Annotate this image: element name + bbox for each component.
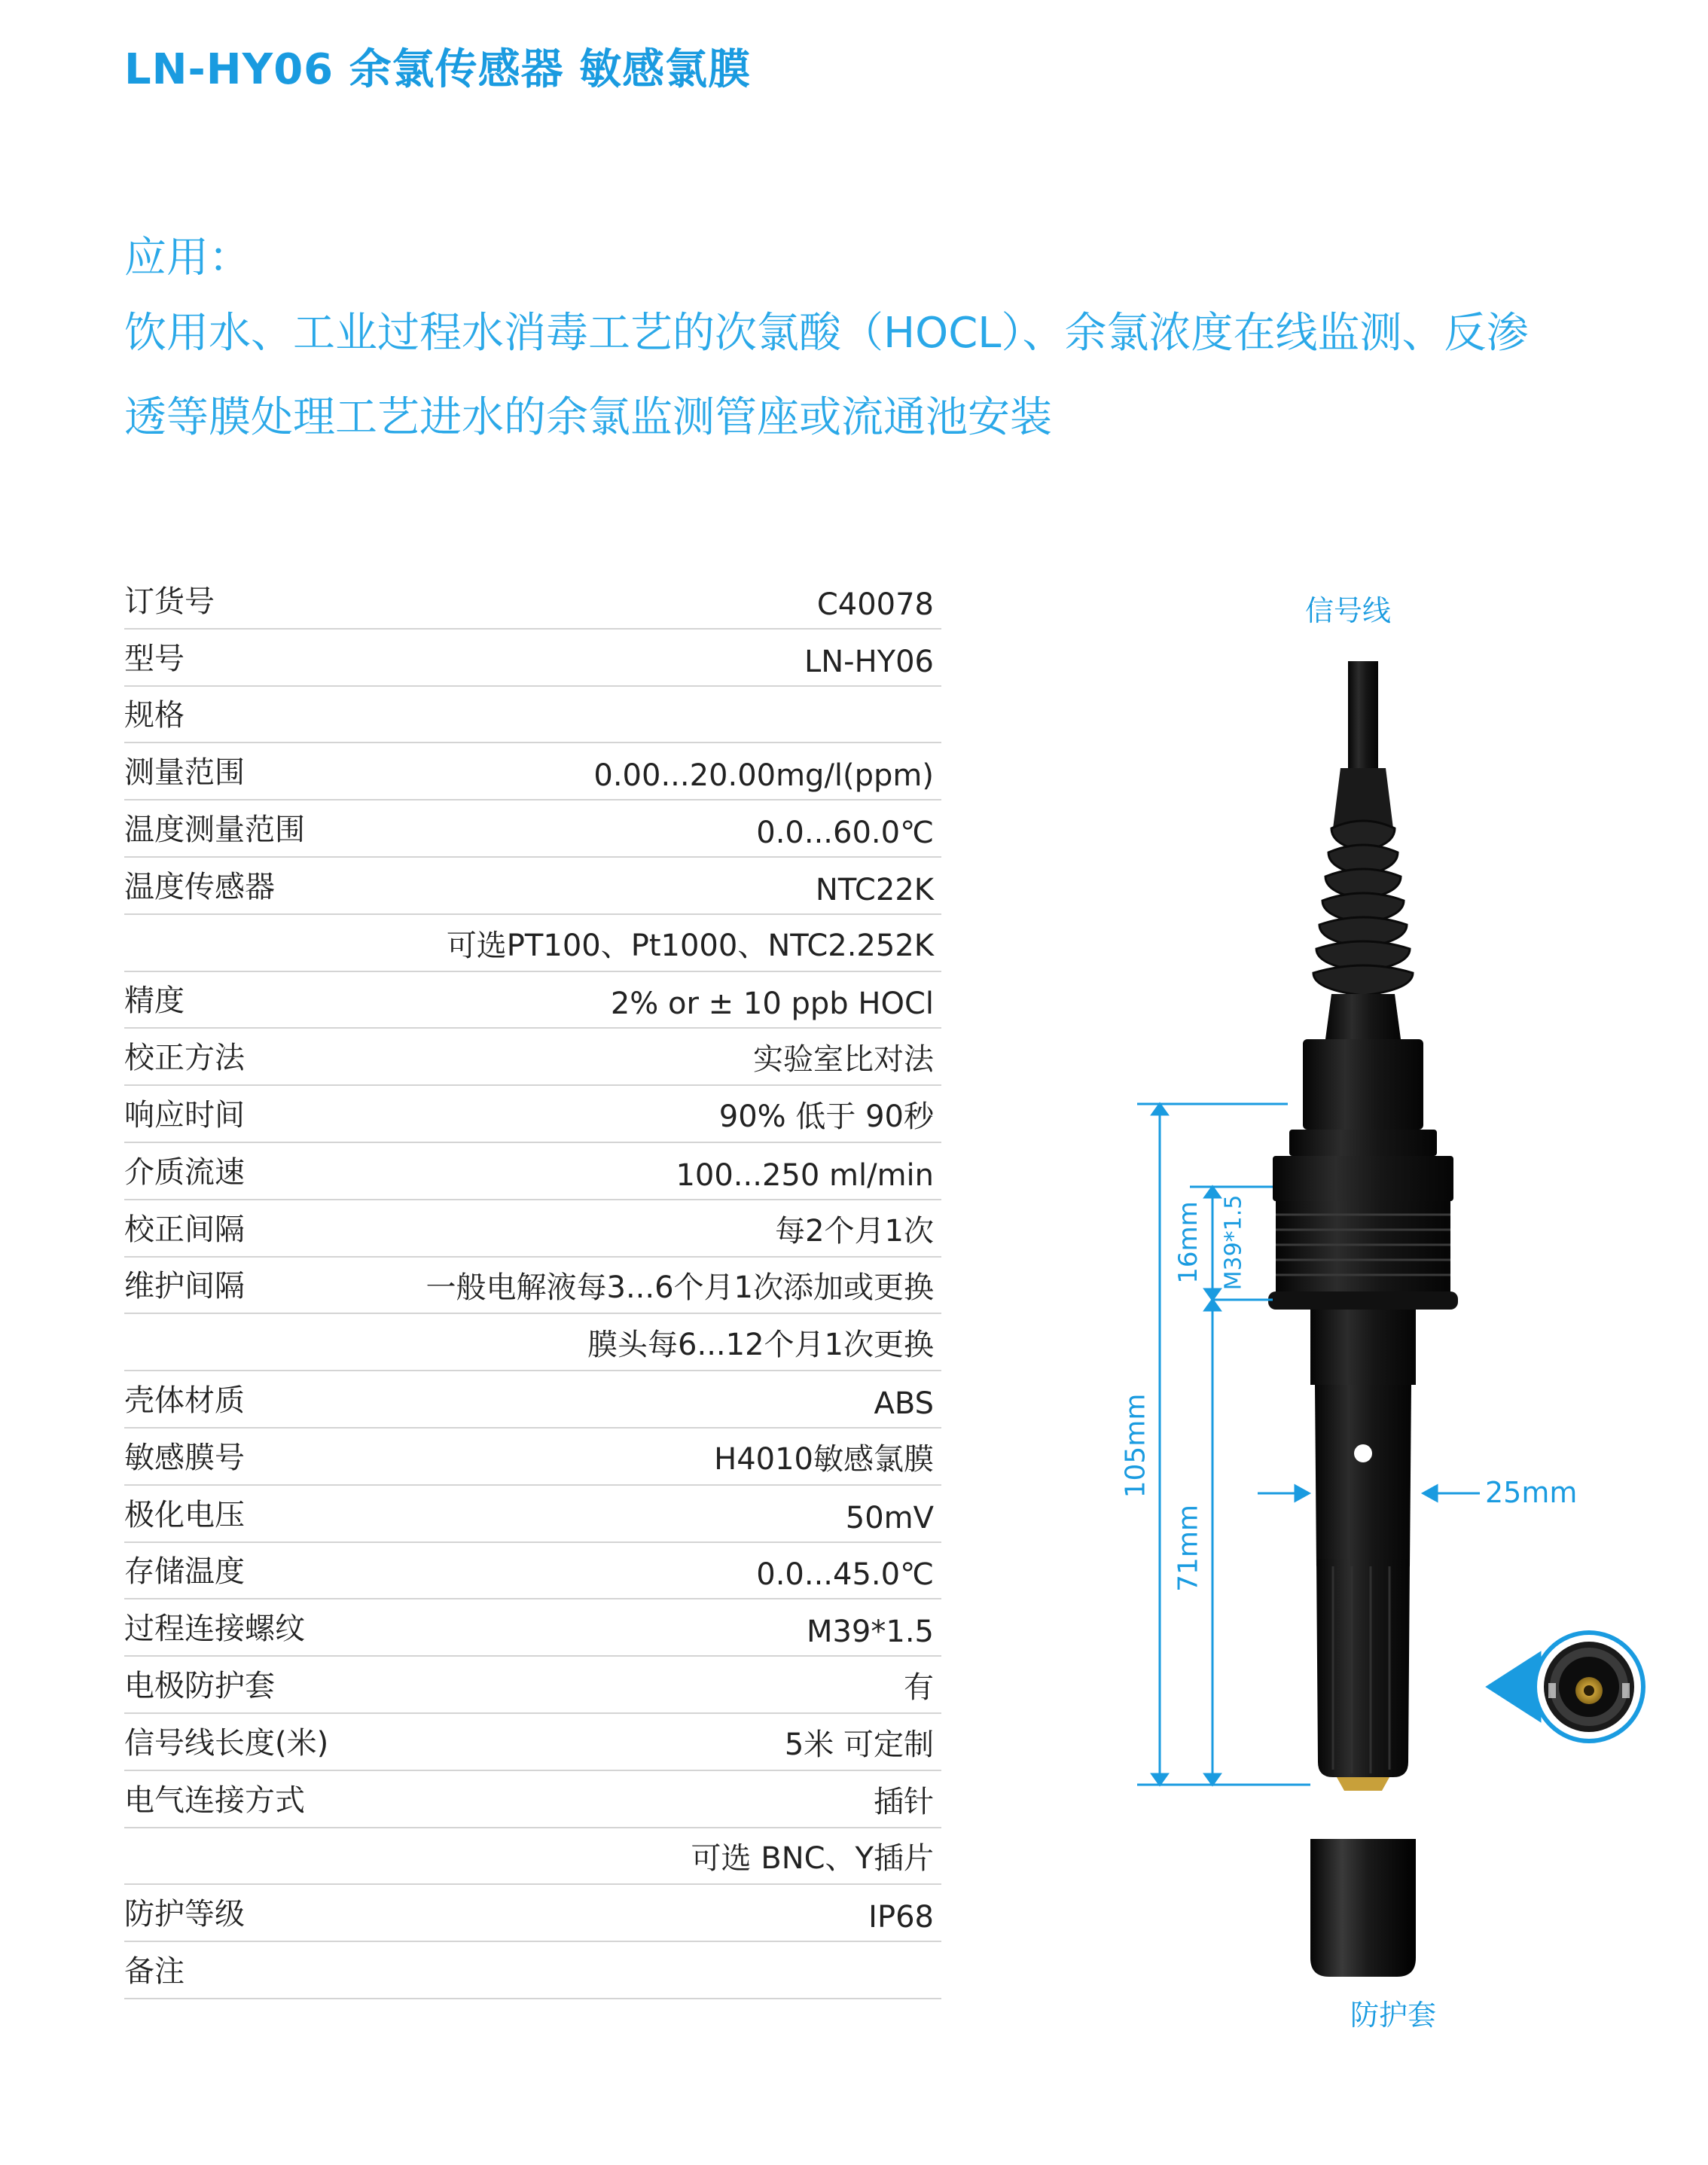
- spec-row: [124, 1086, 941, 1143]
- spec-row: [124, 1543, 941, 1600]
- dim-thread-label: M39*1.5: [1220, 1194, 1247, 1291]
- spec-value: 100...250 ml/min: [676, 1157, 934, 1193]
- spec-value: 插针: [874, 1784, 934, 1819]
- spec-value: H4010敏感氯膜: [714, 1441, 934, 1477]
- spec-row: [124, 1029, 941, 1086]
- membrane-cap: [1316, 1559, 1410, 1777]
- spec-label: 校正间隔: [124, 1212, 245, 1247]
- spec-value: ABS: [874, 1386, 934, 1421]
- spec-row: [124, 743, 941, 800]
- spec-value: 可选 BNC、Y插片: [691, 1841, 934, 1877]
- dim-lower-label: 71mm: [1173, 1505, 1204, 1592]
- spec-row: [124, 1429, 941, 1486]
- spec-label: 防护等级: [124, 1897, 245, 1932]
- spec-row: [124, 1314, 941, 1371]
- spec-value: 每2个月1次: [775, 1213, 934, 1249]
- dim-diameter-label: 25mm: [1485, 1476, 1578, 1509]
- dim-total-label: 105mm: [1120, 1393, 1151, 1499]
- spec-row: [124, 1143, 941, 1200]
- strain-relief: [1313, 768, 1413, 996]
- spec-value: IP68: [868, 1900, 934, 1935]
- spec-row: [124, 915, 941, 972]
- spec-value: LN-HY06: [804, 644, 934, 679]
- spec-label: 电气连接方式: [124, 1782, 305, 1818]
- spec-row: [124, 1771, 941, 1828]
- spec-row: [124, 1885, 941, 1942]
- spec-row: [124, 800, 941, 858]
- spec-label: 测量范围: [124, 755, 245, 791]
- signal-cable: [1348, 661, 1378, 782]
- spec-label: 校正方法: [124, 1041, 245, 1076]
- spec-row: [124, 1714, 941, 1771]
- spec-row: [124, 1942, 941, 1999]
- spec-value: 可选PT100、Pt1000、NTC2.252K: [446, 928, 934, 963]
- spec-label: 温度测量范围: [124, 812, 305, 847]
- spec-label: 极化电压: [124, 1497, 245, 1532]
- spec-row: [124, 858, 941, 915]
- spec-label: 型号: [124, 641, 185, 676]
- spec-value: NTC22K: [815, 872, 934, 907]
- spec-row: [124, 1599, 941, 1657]
- spec-label: 规格: [124, 698, 185, 733]
- spec-table: [124, 572, 941, 1999]
- spec-row: [124, 972, 941, 1029]
- lower-body: [1315, 1385, 1411, 1566]
- spec-row: [124, 1371, 941, 1429]
- spec-label: 壳体材质: [124, 1383, 245, 1418]
- thread-section: [1268, 1156, 1458, 1310]
- application-line-2: 透等膜处理工艺进水的余氯监测管座或流通池安装: [124, 393, 1052, 442]
- sensor-drawing: [1069, 587, 1687, 2056]
- spec-label: 维护间隔: [124, 1269, 245, 1304]
- spec-row: [124, 1200, 941, 1258]
- spec-value: 90% 低于 90秒: [718, 1099, 934, 1134]
- spec-row: [124, 687, 941, 744]
- spec-row: [124, 572, 941, 630]
- application-heading: 应用：: [124, 233, 251, 282]
- spec-value: 2% or ± 10 ppb HOCl: [610, 986, 934, 1022]
- neck: [1325, 994, 1401, 1039]
- spec-row: [124, 630, 941, 687]
- sensor-figure: [1069, 587, 1687, 2056]
- spec-label: 存储温度: [124, 1554, 245, 1590]
- spec-label: 电极防护套: [124, 1668, 275, 1703]
- spec-label: 信号线长度(米): [124, 1725, 329, 1761]
- signal-cable-label: 信号线: [1304, 594, 1392, 627]
- spec-value: 5米 可定制: [784, 1727, 934, 1762]
- lower-body-upper: [1310, 1310, 1416, 1385]
- protective-cover: [1310, 1839, 1416, 1977]
- membrane-tip: [1337, 1777, 1389, 1791]
- vent-hole: [1354, 1444, 1372, 1462]
- spec-label: 过程连接螺纹: [124, 1612, 305, 1647]
- spec-value: 0.00...20.00mg/l(ppm): [593, 758, 934, 794]
- spec-label: 精度: [124, 983, 185, 1019]
- spec-value: 0.0...60.0℃: [756, 815, 934, 850]
- spec-value: 膜头每6...12个月1次更换: [587, 1328, 934, 1363]
- dim-thread-height-label: 16mm: [1173, 1201, 1203, 1284]
- connector-detail: [1535, 1633, 1643, 1741]
- nut: [1303, 1039, 1423, 1130]
- spec-value: M39*1.5: [806, 1615, 934, 1650]
- spec-value: 实验室比对法: [753, 1042, 934, 1078]
- spec-value: 50mV: [845, 1500, 934, 1535]
- protective-cover-label: 防护套: [1350, 1999, 1437, 2032]
- spec-label: 介质流速: [124, 1154, 245, 1190]
- spec-value: 一般电解液每3...6个月1次添加或更换: [425, 1270, 934, 1306]
- spec-row: [124, 1657, 941, 1714]
- spec-label: 敏感膜号: [124, 1440, 245, 1475]
- spec-value: 0.0...45.0℃: [756, 1557, 934, 1593]
- spec-row: [124, 1486, 941, 1543]
- spec-row: [124, 1258, 941, 1315]
- collar: [1289, 1130, 1437, 1156]
- spec-label: 订货号: [124, 584, 215, 619]
- spec-label: 响应时间: [124, 1097, 245, 1133]
- page-title: LN-HY06 余氯传感器 敏感氯膜: [124, 45, 752, 94]
- spec-label: 温度传感器: [124, 869, 275, 904]
- application-line-1: 饮用水、工业过程水消毒工艺的次氯酸（HOCL）、余氯浓度在线监测、反渗: [124, 309, 1529, 358]
- spec-value: C40078: [816, 587, 934, 622]
- spec-value: 有: [904, 1669, 934, 1705]
- spec-label: 备注: [124, 1953, 185, 1989]
- spec-row: [124, 1828, 941, 1886]
